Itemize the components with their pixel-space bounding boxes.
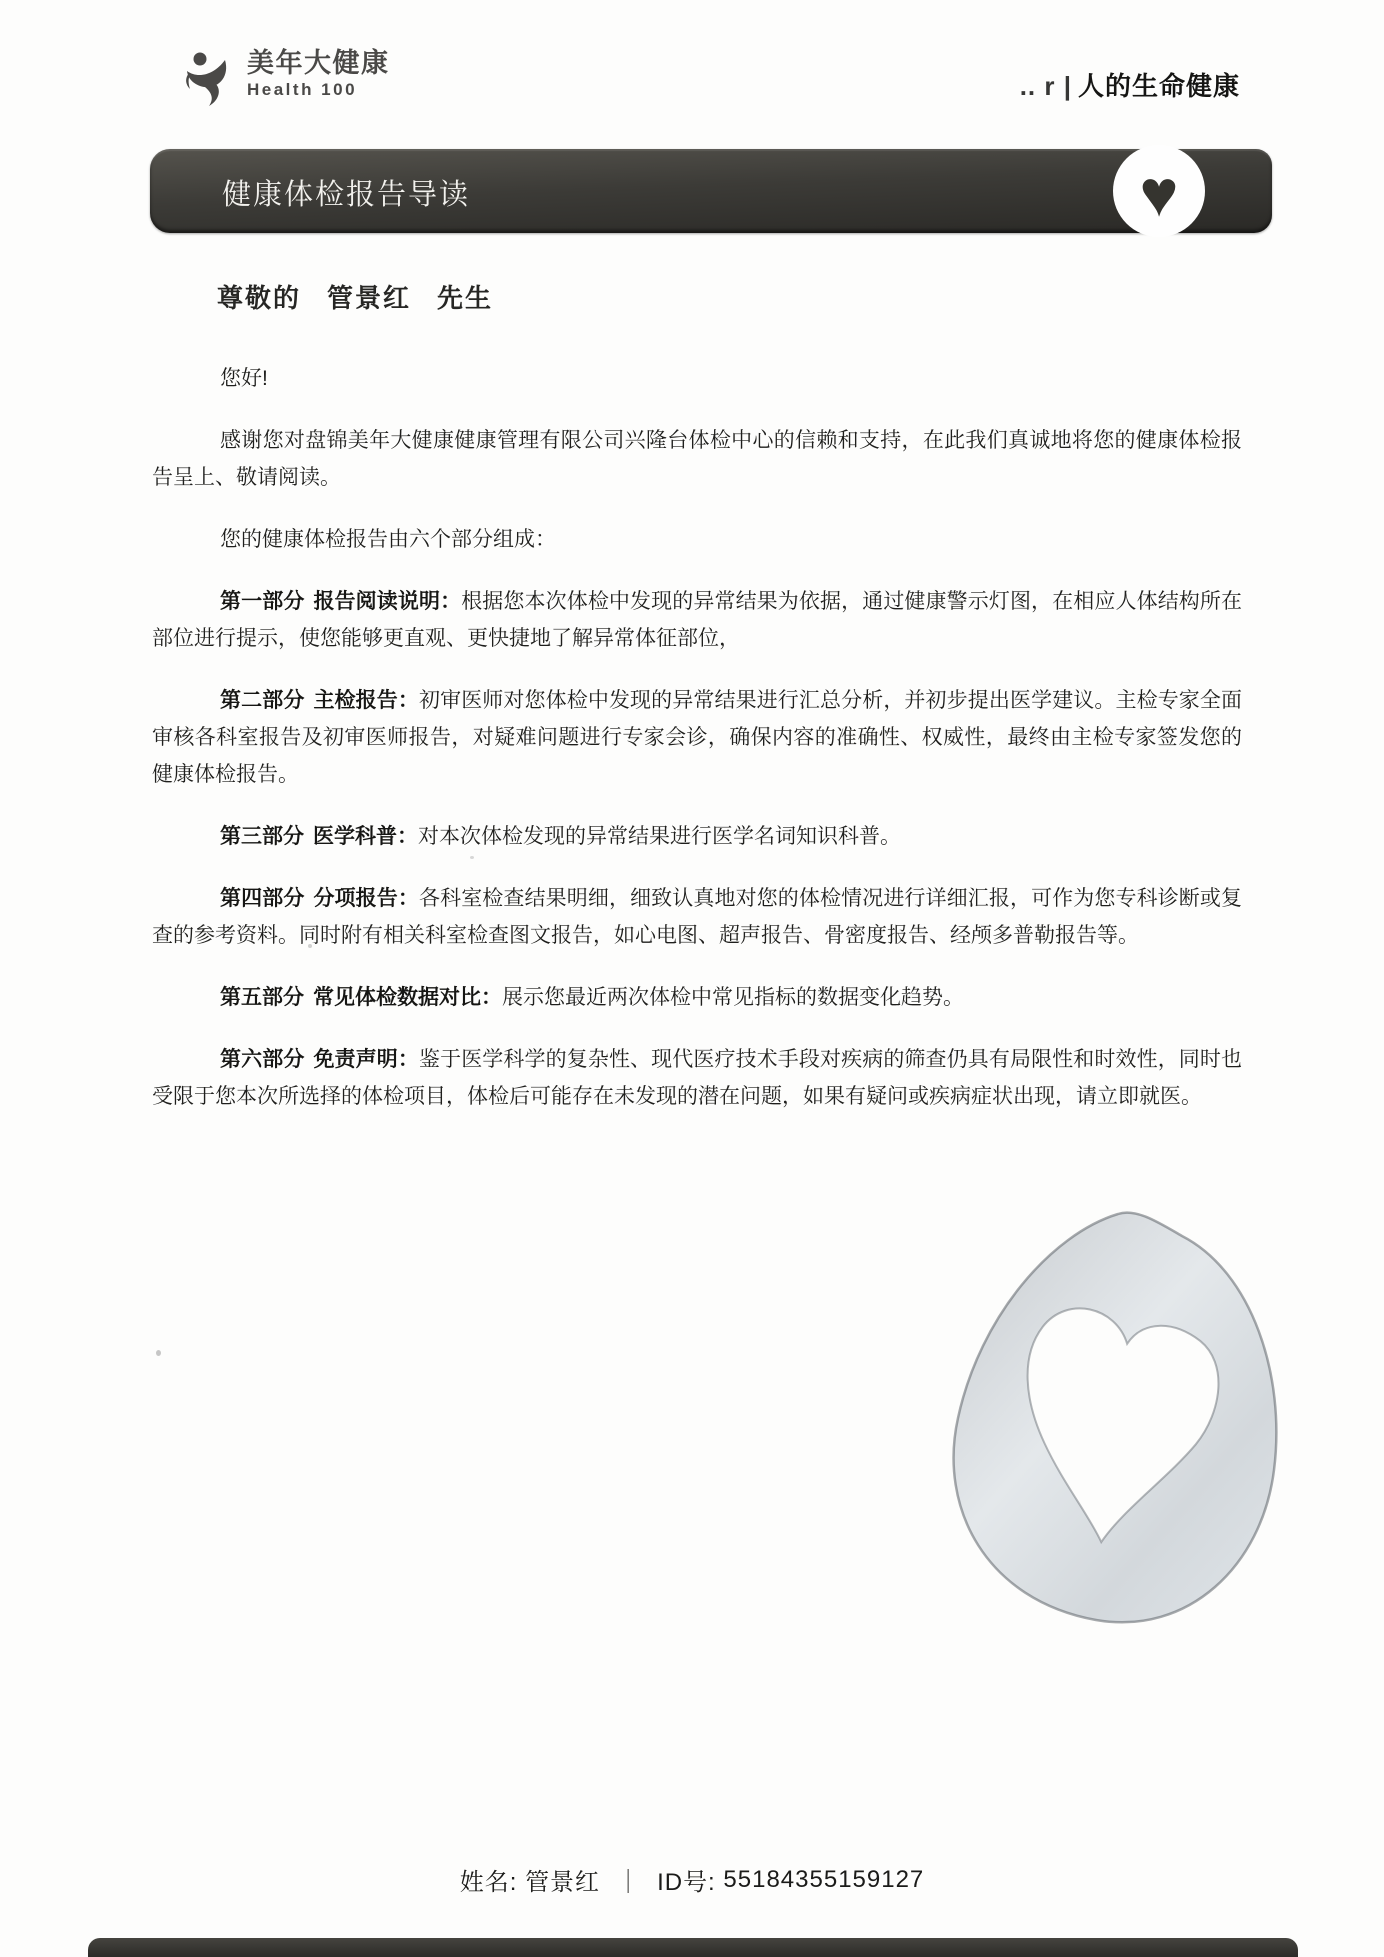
section-body: 各科室检查结果明细，细致认真地对您的体检情况进行详细汇报，可作为您专科诊断或复查的参考资料。同时附有相关科室检查图文报告，如心电图、超声报告、骨密度报告、经颅多普勒报告等。 [152,887,1243,947]
page-tagline [1020,66,1240,103]
footer-identity [0,1862,1384,1897]
tagline-cropped-fragment: .. r | [1019,71,1072,101]
section-label: 第四部分 [220,887,305,910]
footer-bar [88,1938,1298,1957]
heart-badge [1113,145,1205,237]
greeting-prefix: 尊敬的 [217,283,302,313]
greeting-suffix: 先生 [437,283,494,313]
section-body: 展示您最近两次体检中常见指标的数据变化趋势。 [502,986,964,1009]
section-paragraph-4 [152,880,1242,954]
header-logo [183,50,390,106]
footer-name: 管景红 [525,1869,601,1896]
banner-title: 健康体检报告导读 [222,179,471,212]
section-body: 初审医师对您体检中发现的异常结果进行汇总分析，并初步提出医学建议。主检专家全面审核各科室报告及初审医师报告，对疑难问题进行专家会诊，确保内容的准确性、权威性，最终由主检专家签发您的健康体检报告。 [152,689,1243,786]
tagline-text: 人的生命健康 [1077,71,1240,101]
section-title: 免责声明： [313,1048,419,1071]
section-body: 鉴于医学科学的复杂性、现代医疗技术手段对疾病的筛查仍具有局限性和时效性，同时也受限于您本次所选择的体检项目，体检后可能存在未发现的潜在问题，如果有疑问或疾病症状出现，请立即就医。 [152,1048,1243,1108]
greeting [217,278,493,315]
section-label: 第六部分 [220,1048,305,1071]
scan-speck [470,856,474,859]
brand-subtitle: Health 100 [247,80,358,99]
section-label: 第三部分 [220,825,304,848]
letter-body [152,360,1242,1140]
section-body: 根据您本次体检中发现的异常结果为依据，通过健康警示灯图，在相应人体结构所在部位进行提示，使您能够更直观、更快捷地了解异常体征部位， [152,590,1243,650]
section-paragraph-6 [152,1041,1242,1115]
paragraph-intro: 您的健康体检报告由六个部分组成： [220,528,556,551]
heart-icon: ♥ [1139,155,1179,230]
footer-id: 55184355159127 [723,1865,925,1893]
section-paragraph-3 [152,818,1242,855]
section-label: 第五部分 [220,986,304,1009]
section-label: 第一部分 [220,590,305,613]
section-title: 分项报告： [313,887,419,910]
footer-separator: ｜ [616,1869,642,1896]
section-title: 常见体检数据对比： [313,986,502,1009]
paragraph-thanks: 感谢您对盘锦美年大健康健康管理有限公司兴隆台体检中心的信赖和支持，在此我们真诚地将您的健康体检报告呈上、敬请阅读。 [152,429,1242,489]
paragraph-hello: 您好! [220,367,268,390]
footer-name-label: 姓名: [459,1869,518,1896]
section-title: 报告阅读说明： [313,590,462,613]
figure-icon [183,50,241,106]
brand-text [247,50,390,98]
section-paragraph-2 [152,682,1242,793]
watermark-heart-logo [930,1208,1282,1626]
greeting-name: 管景红 [327,283,412,313]
section-paragraph-1 [152,583,1242,657]
section-paragraph-5 [152,979,1242,1016]
section-title: 主检报告： [313,689,419,712]
scan-speck [156,1350,161,1356]
section-title: 医学科普： [313,825,418,848]
section-label: 第二部分 [220,689,305,712]
footer-id-label: ID号: [657,1869,716,1896]
brand-name: 美年大健康 [247,48,390,78]
report-banner [150,149,1272,233]
section-body: 对本次体检发现的异常结果进行医学名词知识科普。 [418,825,901,848]
scan-speck [308,944,312,948]
